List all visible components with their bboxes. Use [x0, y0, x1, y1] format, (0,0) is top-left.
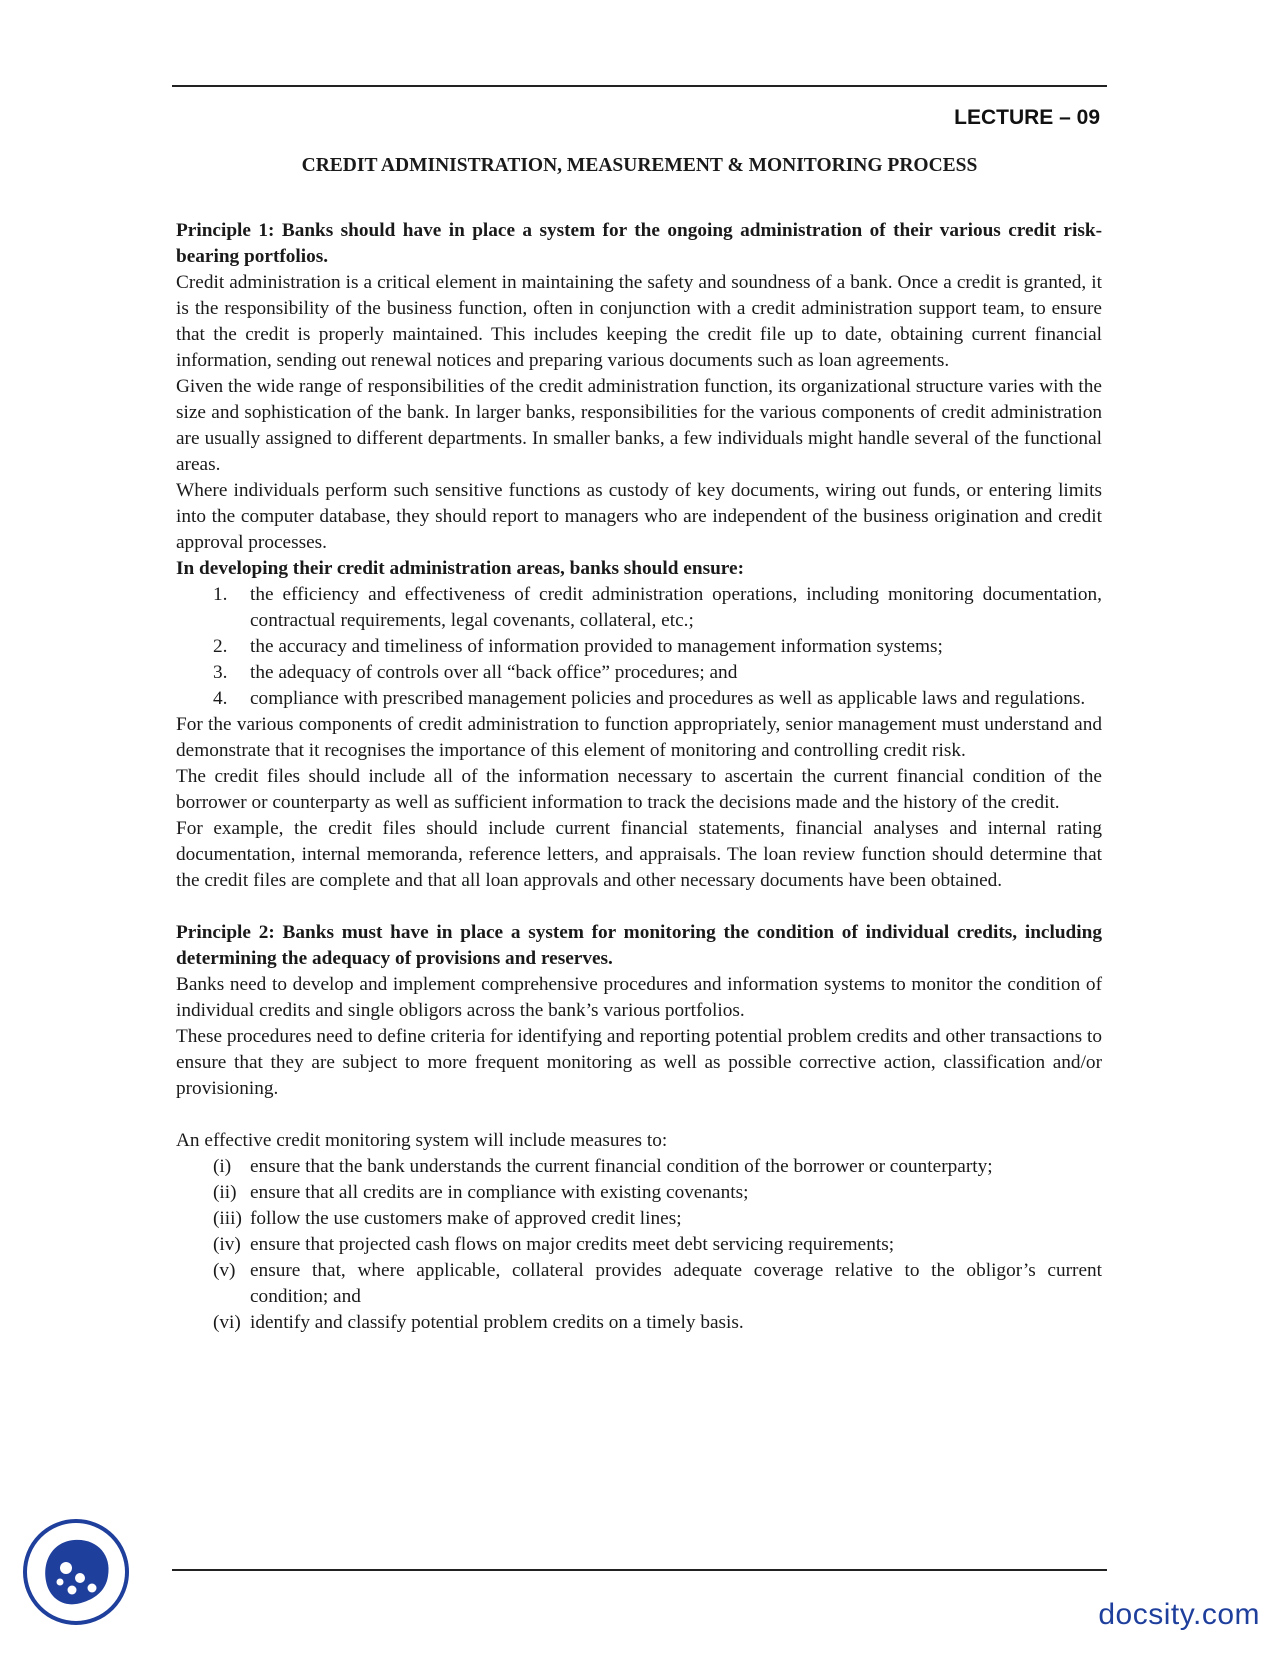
list-number: (ii): [213, 1182, 237, 1203]
docsity-logo-icon[interactable]: [22, 1518, 130, 1626]
list-text: ensure that, where applicable, collateral provides adequate coverage relative to the obligor’s current condition; and: [250, 1260, 1102, 1307]
paragraph: For example, the credit files should include current financial statements, financial analyses and internal rating documentation, internal memoranda, reference letters, and appraisals. The loan review function should determine that the credit files are complete and that all loan approvals and other necessary documents have been obtained.: [176, 818, 1102, 891]
spacer: [176, 894, 1102, 920]
list-number: 2.: [213, 636, 228, 657]
list-text: ensure that projected cash flows on major credits meet debt servicing requirements;: [250, 1234, 895, 1255]
paragraph: Credit administration is a critical element in maintaining the safety and soundness of a bank. Once a credit is granted, it is the responsibility of the business function, often in conjunction with a credit administration support team, to ensure that the credit is properly maintained. This includes keeping the credit file up to date, obtaining current financial information, sending out renewal notices and preparing various documents such as loan agreements.: [176, 272, 1102, 371]
list-text: the efficiency and effectiveness of credit administration operations, including monitoring documentation, contractual requirements, legal covenants, collateral, etc.;: [250, 584, 1102, 631]
list-lead: In developing their credit administration areas, banks should ensure:: [176, 558, 744, 579]
list-number: (v): [213, 1260, 236, 1281]
list-item: [176, 634, 1102, 660]
list-number: (i): [213, 1156, 232, 1177]
document-body: [176, 218, 1102, 1336]
list-item: [176, 660, 1102, 686]
top-rule: [172, 85, 1107, 87]
paragraph: These procedures need to define criteria for identifying and reporting potential problem credits and other transactions to ensure that they are subject to more frequent monitoring as well as possible corrective action, classification and/or provisioning.: [176, 1026, 1102, 1099]
principle-2-heading: Principle 2: Banks must have in place a system for monitoring the condition of individual credits, including determining the adequacy of provisions and reserves.: [176, 922, 1102, 969]
list-text: the adequacy of controls over all “back office” procedures; and: [250, 662, 738, 683]
list-text: ensure that the bank understands the current financial condition of the borrower or counterparty;: [250, 1156, 993, 1177]
list-item: [176, 1310, 1102, 1336]
list-item: [176, 1180, 1102, 1206]
paragraph: For the various components of credit administration to function appropriately, senior management must understand and demonstrate that it recognises the importance of this element of monitoring and controlling credit risk.: [176, 714, 1102, 761]
principle-1-heading: Principle 1: Banks should have in place a system for the ongoing administration of their various credit risk-bearing portfolios.: [176, 220, 1102, 267]
list-text: compliance with prescribed management policies and procedures as well as applicable laws and regulations.: [250, 688, 1086, 709]
list-number: 1.: [213, 584, 228, 605]
list-lead: An effective credit monitoring system will include measures to:: [176, 1130, 668, 1151]
page-title: CREDIT ADMINISTRATION, MEASUREMENT & MONITORING PROCESS: [301, 155, 978, 176]
list-text: the accuracy and timeliness of information provided to management information systems;: [250, 636, 943, 657]
list-text: follow the use customers make of approved credit lines;: [250, 1208, 682, 1229]
list-item: [176, 1154, 1102, 1180]
paragraph: Given the wide range of responsibilities of the credit administration function, its organizational structure varies with the size and sophistication of the bank. In larger banks, responsibilities for the various components of credit administration are usually assigned to different departments. In smaller banks, a few individuals might handle several of the functional areas.: [176, 376, 1102, 475]
paragraph: Banks need to develop and implement comprehensive procedures and information systems to monitor the condition of individual credits and single obligors across the bank’s various portfolios.: [176, 974, 1102, 1021]
measures-list: [176, 1154, 1102, 1336]
list-item: [176, 1232, 1102, 1258]
list-number: (vi): [213, 1312, 241, 1333]
spacer: [176, 1102, 1102, 1128]
list-number: (iv): [213, 1234, 241, 1255]
ensure-list: [176, 582, 1102, 712]
list-text: identify and classify potential problem credits on a timely basis.: [250, 1312, 744, 1333]
list-number: (iii): [213, 1208, 242, 1229]
paragraph: Where individuals perform such sensitive functions as custody of key documents, wiring out funds, or entering limits into the computer database, they should report to managers who are independent of the business origination and credit approval processes.: [176, 480, 1102, 553]
list-number: 3.: [213, 662, 228, 683]
paragraph: The credit files should include all of the information necessary to ascertain the current financial condition of the borrower or counterparty as well as sufficient information to track the decisions made and the history of the credit.: [176, 766, 1102, 813]
brand-link[interactable]: docsity.com: [1098, 1598, 1260, 1631]
list-item: [176, 686, 1102, 712]
bottom-rule: [172, 1569, 1107, 1571]
list-item: [176, 1206, 1102, 1232]
lecture-number: LECTURE – 09: [954, 106, 1100, 129]
list-item: [176, 582, 1102, 634]
list-text: ensure that all credits are in compliance with existing covenants;: [250, 1182, 749, 1203]
list-item: [176, 1258, 1102, 1310]
list-number: 4.: [213, 688, 228, 709]
